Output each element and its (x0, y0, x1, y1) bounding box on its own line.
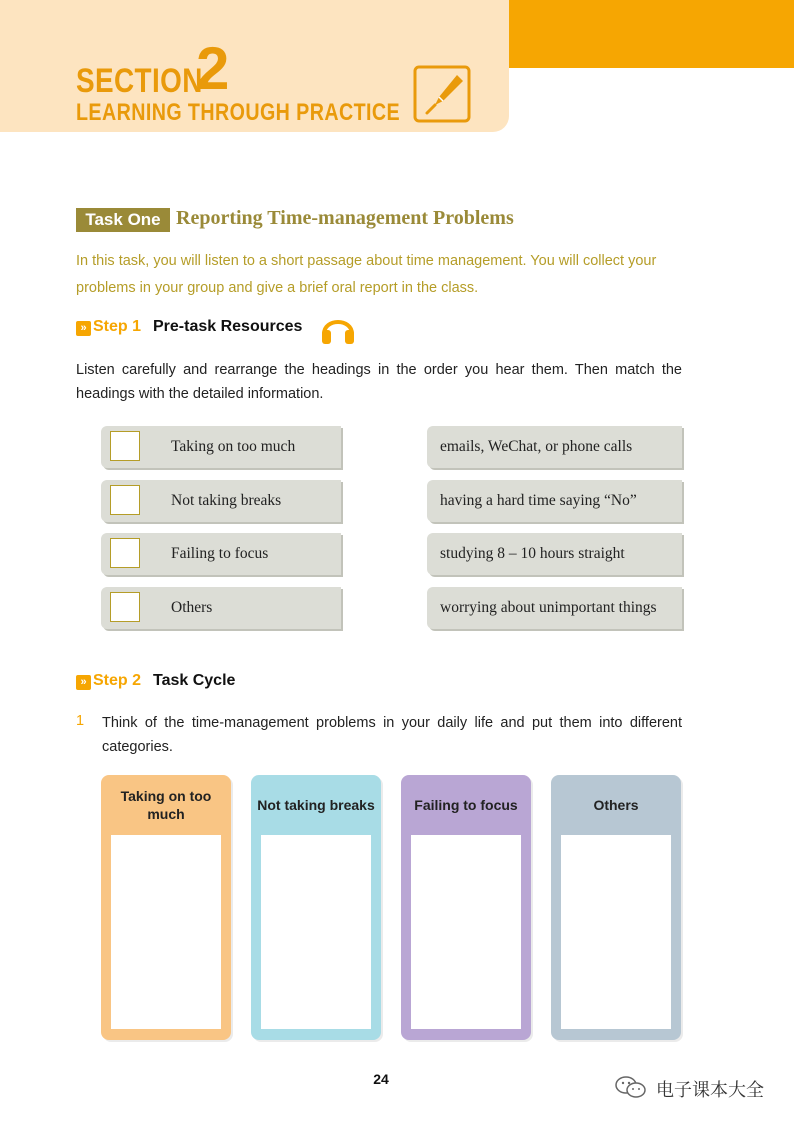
headphones-icon (320, 312, 356, 346)
detail-text: worrying about unimportant things (440, 599, 657, 616)
detail-item[interactable] (427, 480, 682, 522)
pen-nib-icon (413, 65, 471, 123)
section-label: SECTION (76, 62, 203, 100)
heading-label: Not taking breaks (171, 492, 282, 509)
task-badge: Task One (76, 208, 170, 232)
step-1-instruction: Listen carefully and rearrange the headings in the order you hear them. Then match the headings with the detailed information. (76, 362, 682, 402)
heading-item-others (101, 587, 341, 629)
step-1-title: Pre-task Resources (153, 318, 303, 335)
detail-text: having a hard time saying “No” (440, 492, 637, 509)
order-checkbox[interactable] (110, 538, 140, 568)
category-title: Not taking breaks (257, 797, 375, 813)
category-writing-area[interactable] (261, 835, 371, 1029)
question-number: 1 (76, 713, 85, 729)
step-1-marker-icon: » (76, 321, 91, 336)
order-checkbox[interactable] (110, 485, 140, 515)
page-number: 24 (373, 1071, 389, 1087)
category-title: Others (593, 797, 639, 813)
category-title: Taking on too much (120, 788, 212, 822)
order-checkbox[interactable] (110, 592, 140, 622)
detail-text: studying 8 – 10 hours straight (440, 545, 625, 562)
detail-item[interactable] (427, 533, 682, 575)
heading-label: Failing to focus (171, 545, 269, 562)
step-2-title: Task Cycle (153, 672, 236, 689)
step-2-marker-icon: » (76, 675, 91, 690)
section-subtitle: LEARNING THROUGH PRACTICE (76, 99, 401, 126)
category-writing-area[interactable] (111, 835, 221, 1029)
section-number: 2 (196, 35, 230, 102)
task-title: Reporting Time-management Problems (176, 207, 514, 229)
task-intro: In this task, you will listen to a short passage about time management. You will collect your problems in your group and give a brief oral report in the class. (76, 253, 657, 296)
heading-item-failing-to-focus (101, 533, 341, 575)
category-card-failing-to-focus (401, 775, 531, 1040)
wechat-icon (614, 1074, 648, 1100)
category-card-not-taking-breaks (251, 775, 381, 1040)
category-writing-area[interactable] (411, 835, 521, 1029)
step-2-label: Step 2 (93, 672, 142, 689)
category-title: Failing to focus (414, 797, 518, 813)
category-writing-area[interactable] (561, 835, 671, 1029)
question-text: Think of the time-management problems in your daily life and put them into different categories. (102, 715, 682, 755)
heading-item-taking-on-too-much (101, 426, 341, 468)
category-card-taking-on-too-much (101, 775, 231, 1040)
detail-item[interactable] (427, 426, 682, 468)
heading-label: Others (171, 599, 213, 616)
heading-item-not-taking-breaks (101, 480, 341, 522)
watermark-label: 电子课本大全 (656, 1080, 764, 1100)
order-checkbox[interactable] (110, 431, 140, 461)
step-1-label: Step 1 (93, 318, 142, 335)
header-accent-bar (509, 0, 794, 68)
category-card-others (551, 775, 681, 1040)
detail-text: emails, WeChat, or phone calls (440, 438, 633, 455)
detail-item[interactable] (427, 587, 682, 629)
heading-label: Taking on too much (171, 438, 296, 455)
